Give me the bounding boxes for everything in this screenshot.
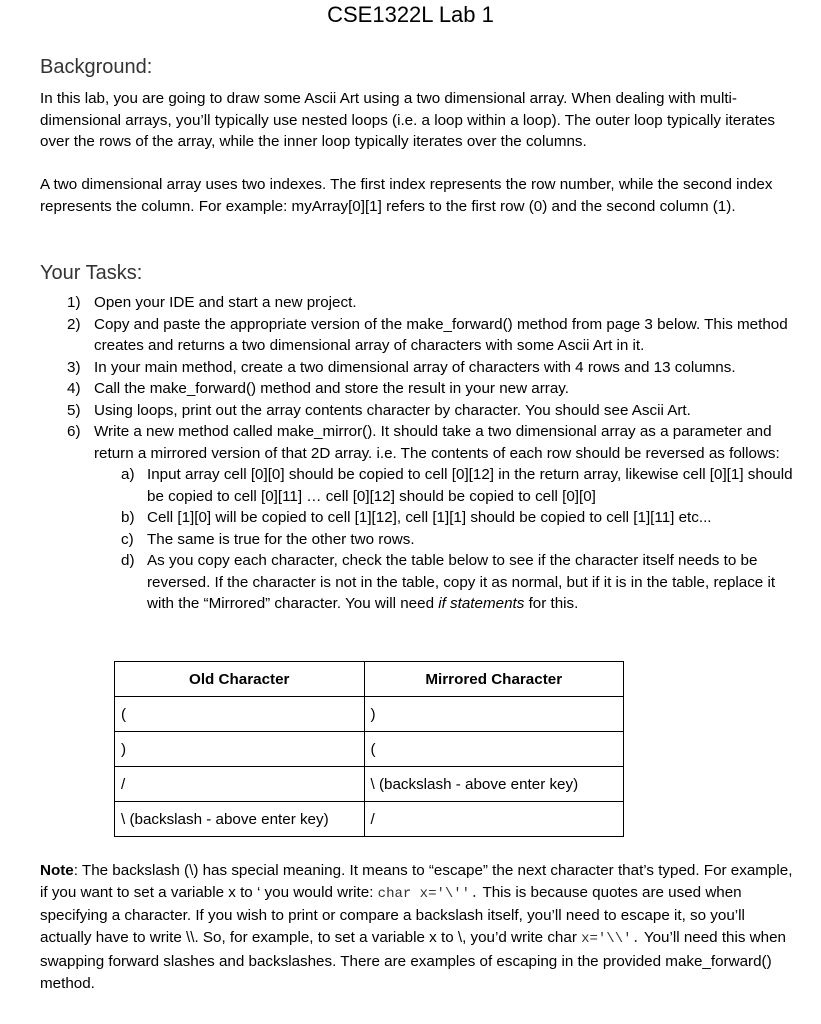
mirror-character-table [114,661,624,837]
task-number: 2) [67,315,81,333]
subtask-letter: c) [121,530,134,548]
subtask-item [94,529,800,551]
table-row [115,697,624,732]
note-code-2: x='\\'. [581,931,640,948]
table-cell-mirrored: / [364,802,624,837]
note-label: Note [40,862,74,879]
table-row [115,802,624,837]
table-cell-old: \ (backslash - above enter key) [115,802,365,837]
note-text-3: You’ll need this when swapping forward slashes and backslashes. There are examples of escaping in the provided make_forward() method. [40,929,786,992]
subtask-list [40,464,800,615]
subtask-text: The same is true for the other two rows. [147,530,415,548]
table-header-old: Old Character [115,662,365,697]
table-row [115,732,624,767]
table-cell-mirrored: \ (backslash - above enter key) [364,767,624,802]
subtask-text [147,552,775,612]
table-cell-old: / [115,767,365,802]
table-cell-old: ( [115,697,365,732]
tasks-heading: Your Tasks: [40,262,143,284]
table-cell-old: ) [115,732,365,767]
subtask-text-start: As you copy each character, check the table below to see if the character itself needs to be reversed. If the character is not in the table, copy it as normal, but if it is in the table, replace it with the “Mirrored” character. You will need [147,552,776,612]
task-list [40,292,800,615]
task-text: Write a new method called make_mirror(). It should take a two dimensional array as a parameter and return a mirrored version of that 2D array. i.e. The contents of each row should be reversed as follows: [94,423,780,462]
note-paragraph [40,860,800,994]
table-row [115,767,624,802]
subtask-letter: d) [121,552,135,569]
task-item [40,292,800,314]
table-header-mirrored: Mirrored Character [364,662,624,697]
task-text: Copy and paste the appropriate version of the make_forward() method from page 3 below. This method creates and returns a two dimensional array of characters with some Ascii Art in it. [94,315,788,354]
table-cell-mirrored: ) [364,697,624,732]
task-text: Call the make_forward() method and store the result in your new array. [94,380,569,397]
task-text: Open your IDE and start a new project. [94,294,357,311]
subtask-text-italic: if statements [438,595,525,612]
subtask-item [94,507,800,529]
task-number: 5) [67,401,81,419]
note-text-2: This is because quotes are used when specifying a character. If you wish to print or compare a backslash itself, you’ll need to escape it, so you’ll actually have to write \\. So, for example, to set a variable x to \, you’d write char [40,883,745,947]
background-heading: Background: [40,56,153,78]
note-code-1: char x='\''. [377,885,479,902]
subtask-text: Input array cell [0][0] should be copied to cell [0][12] in the return array, likewise cell [0][1] should be copied to cell [0][11] … cell [0][12] should be copied to cell [0][0] [147,466,793,505]
subtask-letter: b) [121,509,135,526]
page-title: CSE1322L Lab 1 [327,2,494,27]
task-text: In your main method, create a two dimensional array of characters with 4 rows and 13 columns. [94,358,736,376]
subtask-item [94,464,800,507]
task-number: 1) [67,294,81,311]
subtask-text: Cell [1][0] will be copied to cell [1][12], cell [1][1] should be copied to cell [1][11] etc... [147,509,712,526]
task-item [40,378,800,400]
subtask-text-end: for this. [524,595,579,612]
background-paragraph-2: A two dimensional array uses two indexes. The first index represents the row number, while the second index represents the column. For example: myArray[0][1] refers to the first row (0) and the second column (1). [40,176,773,215]
task-item [40,357,800,379]
note-text-1: : The backslash (\) has special meaning. It means to “escape” the next character that’s typed. For example, if you want to set a variable x to ‘ you would write: [40,862,793,901]
subtask-letter: a) [121,466,135,483]
task-number: 6) [67,423,81,440]
task-item [40,314,800,357]
subtask-item [94,550,800,615]
background-paragraph-1: In this lab, you are going to draw some Ascii Art using a two dimensional array. When dealing with multi-dimensional arrays, you’ll typically use nested loops (i.e. a loop within a loop). The outer loop typically iterates over the rows of the array, while the inner loop typically iterates over the columns. [40,90,776,150]
task-text: Using loops, print out the array contents character by character. You should see Ascii Art. [94,401,691,419]
task-number: 4) [67,380,81,397]
task-number: 3) [67,358,81,376]
table-cell-mirrored: ( [364,732,624,767]
task-item [40,400,800,422]
task-item [40,421,800,464]
table-header-row [115,662,624,697]
